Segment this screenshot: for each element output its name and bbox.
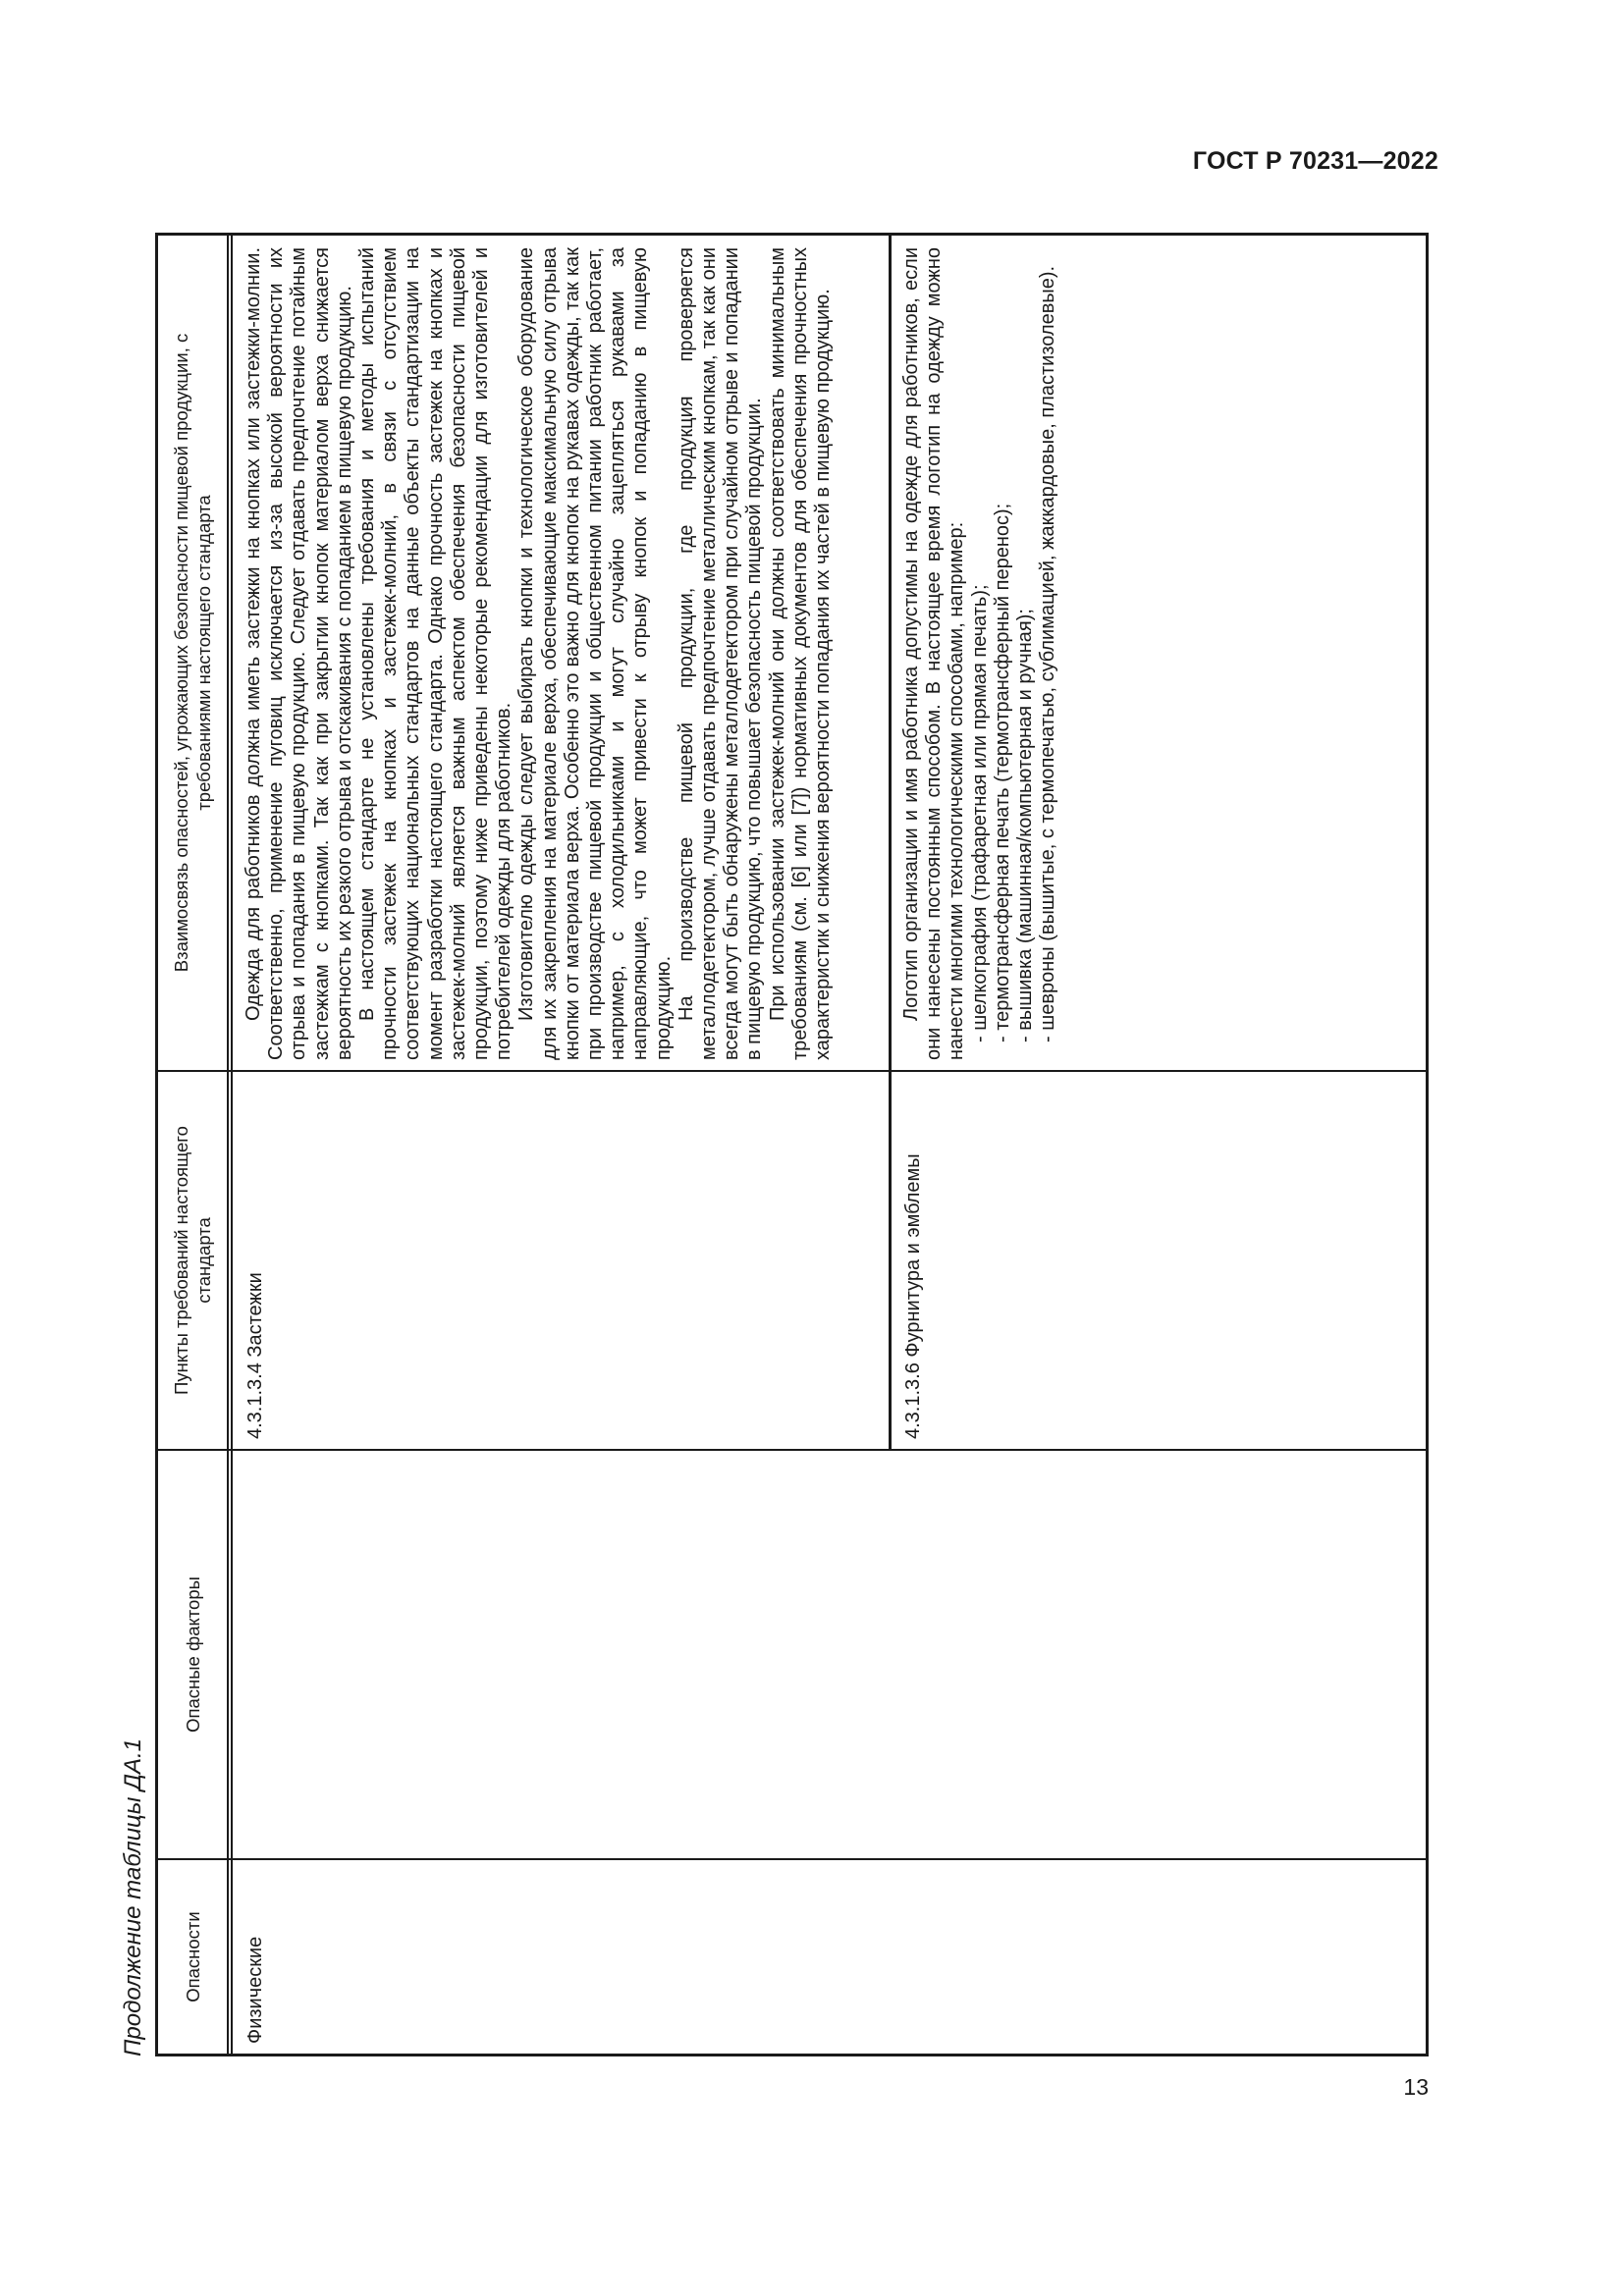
hazards-table bbox=[155, 233, 1429, 2056]
table-caption: Продолжение таблицы ДА.1 bbox=[120, 1737, 146, 2056]
paragraph: На производстве пищевой продукции, где продукция проверяется металлодетектором, лучше отдавать предпочтение металлическим кнопкам, так как они всегда могут быть обнаружены металлодетектором при случайном отрыве и попадании в пищевую продукцию, что повышает безопасность пищевой продукции. bbox=[675, 247, 766, 1060]
paragraph: Логотип организации и имя работника допустимы на одежде для работников, если они нанесены постоянным способом. В настоящее время логотип на одежду можно нанести многими технологическими способами, например: bbox=[900, 247, 968, 1060]
paragraph: Одежда для работников должна иметь застежки на кнопках или застежки-молнии. Соответственно, применение пуговиц исключается из-за высокой вероятности их отрыва и попадания в пищевую продукцию. Следует отдавать предпочтение потайным застежкам с кнопками. Так как при закрытии кнопок материалом верха снижается вероятность их резкого отрыва и отскакивания с попаданием в пищевую продукцию. bbox=[243, 247, 355, 1060]
paragraph: Изготовителю одежды следует выбирать кнопки и технологическое оборудование для их закрепления на материале верха, обеспечивающие максимальную силу отрыва кнопки от материала верха. Особенно это важно для кнопок на рукавах одежды, так как при производстве пищевой продукции и общественном питании работник работает, например, с холодильниками и могут случайно зацепляться рукавами за направляющие, что может привести к отрыву кнопок и попаданию в пищевую продукцию. bbox=[515, 247, 675, 1060]
column-header-factors: Опасные факторы bbox=[182, 1576, 203, 1733]
column-header-relationship: Взаимосвязь опасностей, угрожающих безопасности пищевой продукции, с требованиями настоящего стандарта bbox=[171, 333, 214, 973]
header-rule bbox=[231, 236, 233, 2054]
fittings-text bbox=[900, 247, 1059, 1060]
column-divider bbox=[158, 1449, 1426, 1451]
column-header-clauses: Пункты требований настоящего стандарта bbox=[171, 1126, 214, 1395]
list-item: - шевроны (вышитые, с термопечатью, сублимацией, жаккардовые, пластизолевые). bbox=[1037, 265, 1059, 1042]
paragraph: При использовании застежек-молний они должны соответствовать минимальным требованиям (см. [6] или [7]) нормативных документов для обеспечения прочностных характеристик и снижения вероятности попадания их частей в пищевую продукцию. bbox=[766, 247, 835, 1060]
clause-fittings-emblems: 4.3.1.3.6 Фурнитура и эмблемы bbox=[902, 1153, 924, 1439]
column-header-hazards: Опасности bbox=[182, 1911, 203, 2002]
column-divider bbox=[158, 1858, 1426, 1860]
document-code: ГОСТ Р 70231—2022 bbox=[1192, 147, 1438, 175]
column-divider bbox=[158, 1070, 1426, 1072]
hazard-physical: Физические bbox=[244, 1936, 266, 2044]
rotated-table-page bbox=[105, 196, 1431, 2061]
page-number: 13 bbox=[1403, 2074, 1429, 2100]
list-item: - термотрансферная печать (термотрансферный перенос); bbox=[991, 503, 1013, 1042]
list-item: - шелкография (трафаретная или прямая печать); bbox=[968, 584, 991, 1042]
list-item: - вышивка (машинная/компьютерная и ручная); bbox=[1014, 609, 1037, 1042]
row-divider bbox=[889, 236, 892, 1451]
paragraph: В настоящем стандарте не установлены требования и методы испытаний прочности застежек на кнопках и застежек-молний, в связи с отсутствием соответствующих национальных стандартов на данные объекты стандартизации на момент разработки настоящего стандарта. Однако прочность застежек на кнопках и застежек-молний является важным аспектом обеспечения безопасности пищевой продукции, поэтому ниже приведены некоторые рекомендации для изготовителей и потребителей одежды для работников. bbox=[356, 247, 515, 1060]
fasteners-text bbox=[243, 247, 835, 1060]
header-rule bbox=[227, 236, 229, 2054]
clause-fasteners: 4.3.1.3.4 Застежки bbox=[244, 1272, 266, 1439]
